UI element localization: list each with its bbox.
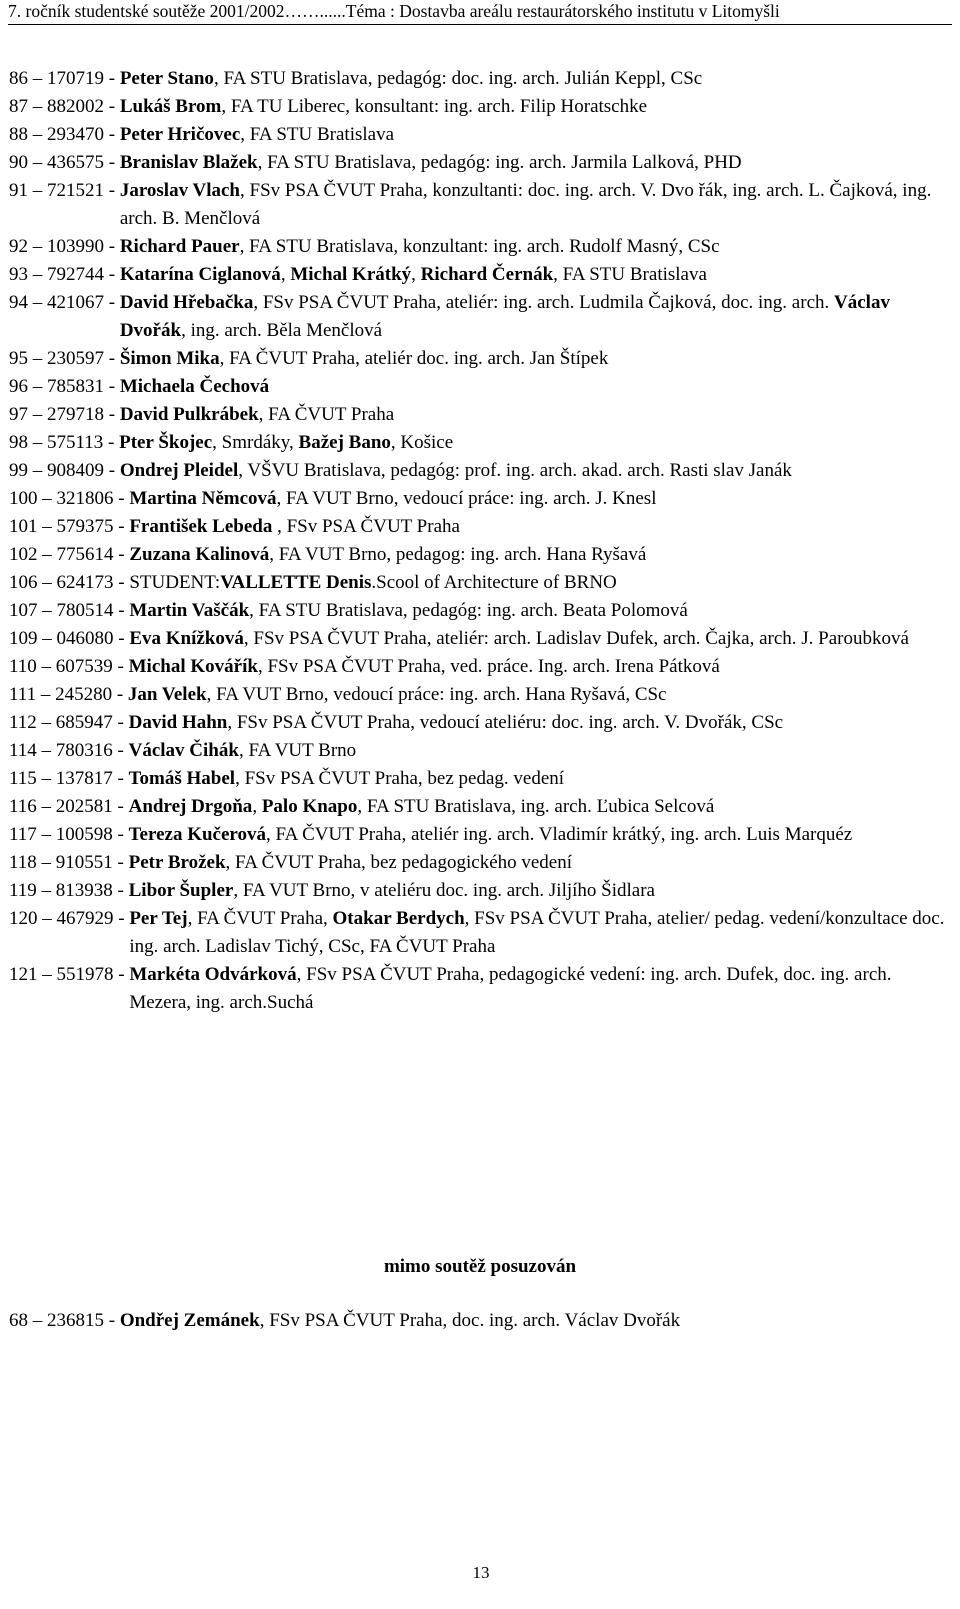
entry-details: , FSv PSA ČVUT Praha, pedagogické vedení: ing. arch. Dufek, doc. ing. arch. Mezera, ing. arch.Suchá [129, 964, 897, 1013]
entry-name: Michaela Čechová [119, 376, 270, 397]
entry-row [9, 709, 953, 737]
entry-lead: 95 – 230597 - [9, 348, 120, 369]
entry-lead: 91 – 721521 - [9, 180, 120, 201]
entry-details: , FA VUT Brno [238, 740, 357, 761]
entry-lead: 87 – 882002 - [9, 96, 120, 117]
entry-name: Václav Dvořák [119, 292, 890, 341]
entry-body [129, 849, 953, 877]
entry-details: , FSv PSA ČVUT Praha, doc. ing. arch. Václav Dvořák [259, 1310, 681, 1331]
entry-details: , FSv PSA ČVUT Praha, konzultanti: doc. ing. arch. V. Dvo řák, ing. arch. L. Čajková, ing. arch. B. Menčlová [119, 180, 937, 229]
entry-name: Peter Stano [119, 68, 214, 89]
entry-body [129, 653, 953, 681]
entry-details: , FSv PSA ČVUT Praha, bez pedag. vedení [235, 768, 565, 789]
entry-body [120, 345, 953, 373]
entry-row [9, 821, 953, 849]
entry-details: , FA TU Liberec, konsultant: ing. arch. Filip Horatschke [221, 96, 648, 117]
entry-row [9, 345, 953, 373]
entry-row [9, 597, 953, 625]
entry-body [120, 1307, 953, 1335]
section-title: mimo soutěž posuzován [383, 1256, 577, 1277]
entry-body [120, 121, 953, 149]
entry-body [129, 877, 953, 905]
entry-details: , FA ČVUT Praha [258, 404, 395, 425]
entry-details: .Scool of Architecture of BRNO [371, 572, 617, 593]
entry-details: , FA VUT Brno, vedoucí práce: ing. arch. J. Knesl [276, 488, 657, 509]
entry-details: STUDENT: [129, 572, 221, 593]
entry-row [9, 961, 953, 1017]
entry-lead: 110 – 607539 - [9, 656, 129, 677]
entry-lead: 99 – 908409 - [9, 460, 120, 481]
extra-entry [9, 1307, 953, 1335]
entry-name: Šimon Mika [119, 348, 220, 369]
entry-name: Per Tej [129, 908, 188, 929]
entry-name: Martina Němcová [129, 488, 277, 509]
entry-details: , FSv PSA ČVUT Praha, ved. práce. Ing. arch. Irena Pátková [257, 656, 720, 677]
entry-body [129, 625, 953, 653]
entry-lead: 92 – 103990 - [9, 236, 120, 257]
entry-body [120, 457, 953, 485]
entry-body [129, 765, 953, 793]
entry-row [9, 177, 953, 233]
entry-body [128, 681, 953, 709]
entry-name: Peter Hričovec [119, 124, 241, 145]
page-number: 13 [472, 1563, 490, 1582]
entry-body [120, 401, 953, 429]
entry-name: Václav Čihák [128, 740, 239, 761]
entry-details: , Smrdáky, [212, 432, 299, 453]
entry-name: Martin Vaščák [129, 600, 250, 621]
entry-body [129, 905, 953, 961]
entry-body [129, 793, 953, 821]
entry-lead: 107 – 780514 - [9, 600, 130, 621]
entry-lead: 98 – 575113 - [9, 432, 120, 453]
entry-row [9, 429, 953, 457]
entry-name: Eva Knížková [129, 628, 244, 649]
entry-row [9, 905, 953, 961]
entry-body [120, 261, 953, 289]
entry-lead: 115 – 137817 - [9, 768, 129, 789]
entry-name: Petr Brožek [128, 852, 226, 873]
entry-row [9, 737, 953, 765]
entry-name: Pter Škojec [119, 432, 213, 453]
entry-lead: 111 – 245280 - [9, 684, 128, 705]
entry-row [9, 93, 953, 121]
entry-details: , FSv PSA ČVUT Praha, ateliér: arch. Ladislav Dufek, arch. Čajka, arch. J. Paroubková [243, 628, 909, 649]
entry-lead: 102 – 775614 - [9, 544, 130, 565]
entry-row [9, 653, 953, 681]
entry-list [9, 65, 953, 1017]
entry-row [9, 877, 953, 905]
entry-details: , Košice [390, 432, 454, 453]
entry-body [129, 737, 953, 765]
entry-lead: 106 – 624173 - [9, 572, 130, 593]
entry-body [129, 485, 953, 513]
entry-lead: 100 – 321806 - [9, 488, 130, 509]
entry-name: Tereza Kučerová [128, 824, 266, 845]
entry-name: VALLETTE Denis [220, 572, 372, 593]
entry-body [129, 597, 953, 625]
entry-name: Bažej Bano [298, 432, 391, 453]
entry-lead: 121 – 551978 - [9, 964, 130, 985]
entry-body [129, 513, 953, 541]
entry-details: , FA STU Bratislava, pedagóg: doc. ing. arch. Julián Keppl, CSc [213, 68, 703, 89]
entry-name: Michal Krátký [290, 264, 412, 285]
entry-body [120, 65, 953, 93]
entry-lead: 90 – 436575 - [9, 152, 120, 173]
entry-lead: 88 – 293470 - [9, 124, 120, 145]
entry-name: Libor Šupler [128, 880, 234, 901]
entry-details: , FA ČVUT Praha, [187, 908, 333, 929]
entry-name: Katarína Ciglanová [119, 264, 281, 285]
entry-row [9, 373, 953, 401]
entry-lead: 93 – 792744 - [9, 264, 120, 285]
entry-body [129, 961, 953, 1017]
entry-body [120, 233, 953, 261]
entry-name: David Pulkrábek [119, 404, 259, 425]
entry-details: , FA STU Bratislava, ing. arch. Ľubica Selcová [357, 796, 715, 817]
entry-body [119, 429, 953, 457]
entry-row [9, 121, 953, 149]
entry-lead: 96 – 785831 - [9, 376, 120, 397]
entry-row [9, 233, 953, 261]
entry-body [120, 289, 953, 345]
entry-lead: 116 – 202581 - [9, 796, 129, 817]
entry-row [9, 485, 953, 513]
entry-row [9, 541, 953, 569]
entry-name: Ondrej Pleidel [119, 460, 239, 481]
entry-details: , FSv PSA ČVUT Praha, atelier/ pedag. vedení/konzultace doc. ing. arch. Ladislav Tichý, CSc, FA ČVUT Praha [129, 908, 950, 957]
entry-row [9, 65, 953, 93]
entry-details: , [411, 264, 421, 285]
entry-details: , [252, 796, 262, 817]
entry-details: , FA STU Bratislava, pedagóg: ing. arch. Beata Polomová [249, 600, 688, 621]
entry-body [120, 373, 953, 401]
entry-name: Tomáš Habel [128, 768, 236, 789]
entry-lead: 101 – 579375 - [9, 516, 130, 537]
entry-row [9, 625, 953, 653]
entry-lead: 117 – 100598 - [9, 824, 129, 845]
page-header: 7. ročník studentské soutěže 2001/2002……......Téma : Dostavba areálu restaurátorského institutu v Litomyšli [8, 1, 780, 21]
entry-details: , FA ČVUT Praha, bez pedagogického vedení [225, 852, 573, 873]
entry-row [9, 793, 953, 821]
entry-details: , FA STU Bratislava [240, 124, 395, 145]
entry-details: , FA ČVUT Praha, ateliér ing. arch. Vladimír krátký, ing. arch. Luis Marquéz [266, 824, 853, 845]
entry-details: , FA STU Bratislava, konzultant: ing. arch. Rudolf Masný, CSc [239, 236, 720, 257]
entry-name: Michal Kovářík [128, 656, 258, 677]
entry-name: Palo Knapo [261, 796, 358, 817]
entry-body [129, 541, 953, 569]
entry-name: Zuzana Kalinová [129, 544, 270, 565]
entry-body [129, 709, 953, 737]
entry-details: , FA VUT Brno, pedagog: ing. arch. Hana Ryšavá [269, 544, 647, 565]
entry-name: Branislav Blažek [119, 152, 258, 173]
entry-lead: 94 – 421067 - [9, 292, 120, 313]
entry-details: , FSv PSA ČVUT Praha, vedoucí ateliéru: doc. ing. arch. V. Dvořák, CSc [227, 712, 784, 733]
entry-name: Otakar Berdych [332, 908, 465, 929]
entry-body [129, 569, 953, 597]
entry-row [9, 457, 953, 485]
entry-details: , [280, 264, 291, 285]
entry-lead: 112 – 685947 - [9, 712, 129, 733]
entry-name: Jaroslav Vlach [119, 180, 240, 201]
entry-lead: 86 – 170719 - [9, 68, 120, 89]
entry-name: František Lebeda [129, 516, 273, 537]
entry-row [9, 681, 953, 709]
entry-body [129, 821, 953, 849]
entry-row [9, 401, 953, 429]
entry-row [9, 849, 953, 877]
entry-name: Ondřej Zemánek [119, 1310, 260, 1331]
entry-details: , FA STU Bratislava [553, 264, 707, 285]
entry-name: Richard Černák [420, 264, 554, 285]
entry-name: Markéta Odvárková [129, 964, 297, 985]
entry-row [9, 261, 953, 289]
entry-lead: 118 – 910551 - [9, 852, 129, 873]
entry-row [9, 513, 953, 541]
entry-name: Jan Velek [127, 684, 207, 705]
entry-name: Lukáš Brom [119, 96, 222, 117]
entry-details: , FSv PSA ČVUT Praha, ateliér: ing. arch. Ludmila Čajková, doc. ing. arch. [253, 292, 835, 313]
entry-lead: 68 – 236815 - [9, 1310, 120, 1331]
entry-details: , FA ČVUT Praha, ateliér doc. ing. arch. Jan Štípek [219, 348, 609, 369]
entry-lead: 109 – 046080 - [9, 628, 130, 649]
entry-details: , VŠVU Bratislava, pedagóg: prof. ing. arch. akad. arch. Rasti slav Janák [238, 460, 792, 481]
entry-body [120, 177, 953, 233]
entry-name: David Hahn [128, 712, 228, 733]
entry-lead: 114 – 780316 - [9, 740, 129, 761]
entry-details: , FA VUT Brno, vedoucí práce: ing. arch. Hana Ryšavá, CSc [206, 684, 667, 705]
entry-row [9, 289, 953, 345]
entry-lead: 120 – 467929 - [9, 908, 130, 929]
entry-details: , FA STU Bratislava, pedagóg: ing. arch. Jarmila Lalková, PHD [257, 152, 742, 173]
entry-name: David Hřebačka [119, 292, 254, 313]
entry-name: Andrej Drgoňa [128, 796, 253, 817]
entry-body [120, 149, 953, 177]
entry-details: , FA VUT Brno, v ateliéru doc. ing. arch. Jiljího Šidlara [233, 880, 655, 901]
entry-name: Richard Pauer [119, 236, 240, 257]
header-divider [8, 24, 952, 25]
entry-body [120, 93, 953, 121]
entry-details: , FSv PSA ČVUT Praha [272, 516, 460, 537]
entry-row [9, 569, 953, 597]
entry-lead: 119 – 813938 - [9, 880, 129, 901]
entry-row [9, 149, 953, 177]
entry-row [9, 765, 953, 793]
entry-details: , ing. arch. Běla Menčlová [181, 320, 383, 341]
entry-lead: 97 – 279718 - [9, 404, 120, 425]
